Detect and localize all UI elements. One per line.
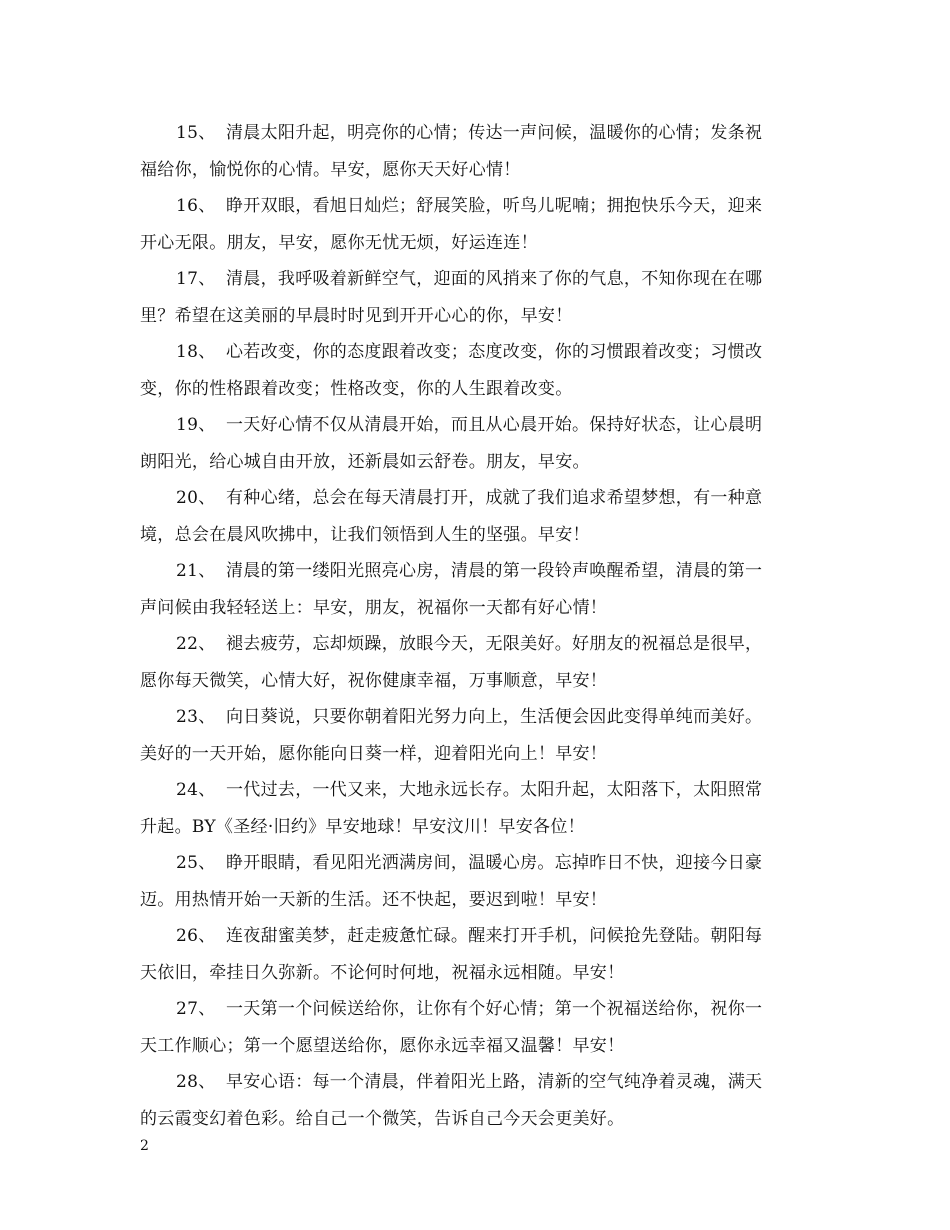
item-number: 25、 <box>176 853 216 873</box>
item-text-line-1: 褪去疲劳，忘却烦躁，放眼今天，无限美好。好朋友的祝福总是很早， <box>226 634 763 654</box>
item-number: 22、 <box>176 634 216 654</box>
list-item <box>140 115 812 188</box>
item-number: 19、 <box>176 415 216 435</box>
list-item <box>140 188 812 261</box>
item-number: 16、 <box>176 196 216 216</box>
list-item <box>140 334 812 407</box>
item-number: 28、 <box>176 1072 216 1092</box>
list-item <box>140 845 812 918</box>
item-text-line-2: 声问候由我轻轻送上：早安，朋友，祝福你一天都有好心情！ <box>140 597 608 618</box>
item-text-line-2: 愿你每天微笑，心情大好，祝你健康幸福，万事顺意，早安！ <box>140 670 608 691</box>
list-item <box>140 480 812 553</box>
item-text-line-2: 迈。用热情开始一天新的生活。还不快起，要迟到啦！早安！ <box>140 889 608 910</box>
item-text-line-1: 有种心绪，总会在每天清晨打开，成就了我们追求希望梦想，有一种意 <box>226 488 763 508</box>
item-text-line-1: 一天好心情不仅从清晨开始，而且从心晨开始。保持好状态，让心晨明 <box>226 415 763 435</box>
document-body <box>140 115 812 1137</box>
list-item <box>140 918 812 991</box>
item-text-line-1: 一代过去，一代又来，大地永远长存。太阳升起，太阳落下，太阳照常 <box>226 780 763 800</box>
item-number: 23、 <box>176 707 216 727</box>
item-text-line-2: 变，你的性格跟着改变；性格改变，你的人生跟着改变。 <box>140 378 573 399</box>
item-text-line-1: 清晨，我呼吸着新鲜空气，迎面的风捎来了你的气息，不知你现在在哪 <box>226 269 763 289</box>
item-text-line-2: 天依旧，牵挂日久弥新。不论何时何地，祝福永远相随。早安！ <box>140 962 625 983</box>
item-number: 20、 <box>176 488 216 508</box>
item-text-line-2: 天工作顺心；第一个愿望送给你，愿你永远幸福又温馨！早安！ <box>140 1035 625 1056</box>
item-number: 17、 <box>176 269 216 289</box>
list-item <box>140 553 812 626</box>
item-text-line-1: 睁开双眼，看旭日灿烂；舒展笑脸，听鸟儿呢喃；拥抱快乐今天，迎来 <box>226 196 763 216</box>
item-text-line-2: 升起。BY《圣经·旧约》早安地球！早安汶川！早安各位！ <box>140 816 585 837</box>
list-item <box>140 699 812 772</box>
list-item <box>140 772 812 845</box>
item-text-line-1: 睁开眼睛，看见阳光洒满房间，温暖心房。忘掉昨日不快，迎接今日豪 <box>226 853 763 873</box>
item-text-line-1: 早安心语：每一个清晨，伴着阳光上路，清新的空气纯净着灵魂，满天 <box>226 1072 763 1092</box>
item-text-line-2: 开心无限。朋友，早安，愿你无忧无烦，好运连连！ <box>140 232 538 253</box>
item-number: 26、 <box>176 926 216 946</box>
item-number: 21、 <box>176 561 216 581</box>
list-item <box>140 626 812 699</box>
list-item <box>140 1064 812 1137</box>
item-text-line-2: 朗阳光，给心城自由开放，还新晨如云舒卷。朋友，早安。 <box>140 451 590 472</box>
item-text-line-1: 清晨太阳升起，明亮你的心情；传达一声问候，温暖你的心情；发条祝 <box>226 123 763 143</box>
item-text-line-1: 连夜甜蜜美梦，赶走疲惫忙碌。醒来打开手机，问候抢先登陆。朝阳每 <box>226 926 763 946</box>
item-number: 18、 <box>176 342 216 362</box>
list-item <box>140 261 812 334</box>
item-number: 15、 <box>176 123 216 143</box>
page-number: 2 <box>140 1138 149 1154</box>
item-text-line-2: 里？希望在这美丽的早晨时时见到开开心心的你，早安！ <box>140 305 573 326</box>
item-text-line-2: 美好的一天开始，愿你能向日葵一样，迎着阳光向上！早安！ <box>140 743 608 764</box>
item-text-line-1: 向日葵说，只要你朝着阳光努力向上，生活便会因此变得单纯而美好。 <box>226 707 763 727</box>
list-item <box>140 407 812 480</box>
item-text-line-1: 清晨的第一缕阳光照亮心房，清晨的第一段铃声唤醒希望，清晨的第一 <box>226 561 763 581</box>
item-text-line-2: 境，总会在晨风吹拂中，让我们领悟到人生的坚强。早安！ <box>140 524 590 545</box>
item-number: 27、 <box>176 999 216 1019</box>
list-item <box>140 991 812 1064</box>
item-text-line-1: 一天第一个问候送给你，让你有个好心情；第一个祝福送给你，祝你一 <box>226 999 763 1019</box>
item-text-line-2: 的云霞变幻着色彩。给自己一个微笑，告诉自己今天会更美好。 <box>140 1108 625 1129</box>
item-text-line-2: 福给你，愉悦你的心情。早安，愿你天天好心情！ <box>140 159 521 180</box>
item-number: 24、 <box>176 780 216 800</box>
item-text-line-1: 心若改变，你的态度跟着改变；态度改变，你的习惯跟着改变；习惯改 <box>226 342 763 362</box>
